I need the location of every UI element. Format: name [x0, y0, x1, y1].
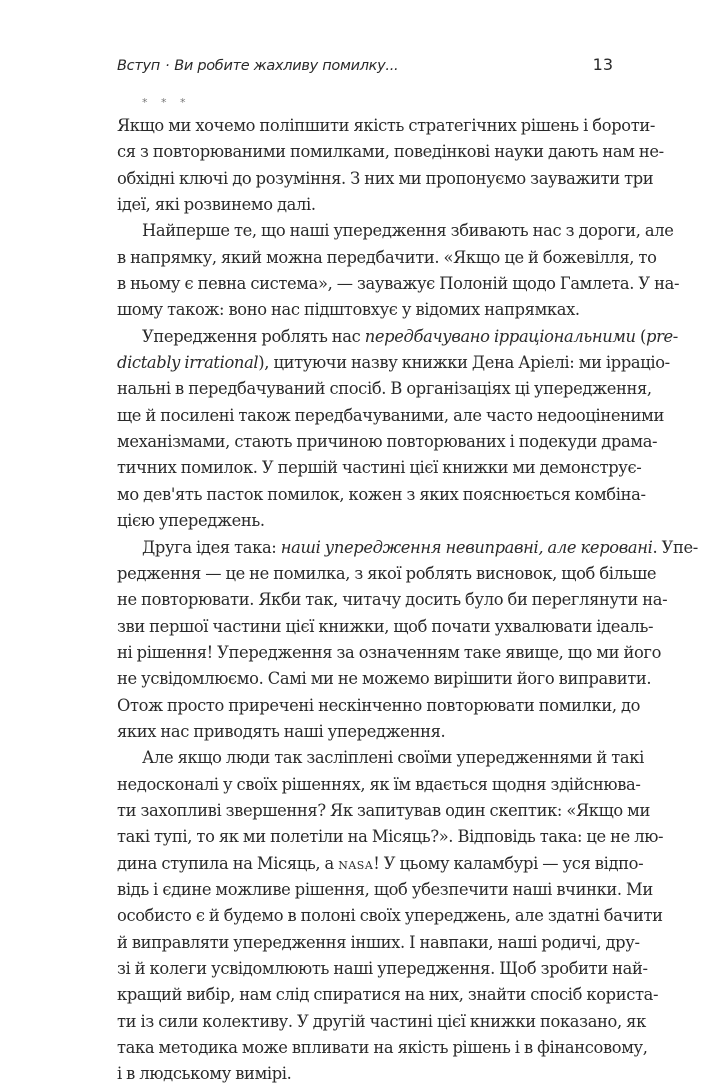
text-run: Але якщо люди так засліплені своїми упередженнями й такі	[142, 748, 644, 768]
paragraph	[117, 218, 680, 323]
text-run: такі тупі, то як ми полетіли на Місяць?». Відповідь така: це не лю-	[117, 827, 664, 847]
text-run: Отож просто приречені нескінченно повторювати помилки, до	[117, 695, 641, 715]
text-line	[117, 587, 668, 613]
text-run: мо дев'ять пасток помилок, кожен з яких пояснюється комбіна-	[117, 484, 646, 504]
paragraph	[117, 745, 664, 1087]
text-line	[117, 166, 654, 192]
text-run: редження — це не помилка, з якої роблять висновок, щоб більше	[117, 563, 657, 583]
text-line	[117, 113, 656, 139]
text-line	[117, 956, 648, 982]
text-run: Найперше те, що наші упередження збивають нас з дороги, але	[142, 221, 674, 241]
text-run: цією упереджень.	[117, 511, 265, 531]
text-line	[117, 719, 613, 745]
text-line	[117, 218, 674, 244]
body-text	[117, 113, 698, 1088]
paragraph	[117, 535, 698, 746]
text-line	[117, 772, 641, 798]
italic-text: pre-	[646, 326, 678, 346]
text-line	[117, 271, 680, 297]
text-line	[117, 403, 664, 429]
text-line	[117, 455, 642, 481]
text-run: Упередження роблять нас	[142, 326, 365, 346]
text-line	[117, 139, 664, 165]
text-line	[117, 614, 654, 640]
text-line	[117, 877, 653, 903]
text-run: відь і єдине можливе рішення, щоб убезпечити наші вчинки. Ми	[117, 879, 653, 899]
text-line	[117, 745, 644, 771]
text-line	[117, 666, 652, 692]
text-run: . Упе-	[652, 537, 698, 557]
text-line	[117, 508, 613, 534]
text-line	[117, 693, 641, 719]
text-line	[117, 535, 698, 561]
text-run: ні рішення! Упередження за означенням таке явище, що ми його	[117, 642, 662, 662]
text-run: і в людському вимірі.	[117, 1064, 292, 1084]
chapter-label: Вступ	[117, 58, 160, 74]
text-run: ! У цьому каламбурі — уся відпо-	[373, 853, 644, 873]
text-line	[117, 350, 670, 376]
text-run: тичних помилок. У першій частині цієї книжки ми демонструє-	[117, 458, 642, 478]
text-line	[117, 930, 640, 956]
running-header	[117, 55, 613, 79]
text-run: в ньому є певна система», — зауважує Полоній щодо Гамлета. У на-	[117, 274, 680, 294]
header-separator: ·	[164, 58, 170, 74]
text-run: не усвідомлюємо. Самі ми не можемо вирішити його виправити.	[117, 669, 652, 689]
text-line	[117, 851, 644, 877]
text-line	[117, 1009, 646, 1035]
italic-text: наші упередження невиправні, але керовані	[280, 537, 653, 557]
section-label: Ви робите жахливу помилку...	[174, 58, 399, 74]
text-run: ти із сили колективу. У другій частині цієї книжки показано, як	[117, 1011, 646, 1031]
text-run: (	[635, 326, 647, 346]
text-run: ти захопливі звершення? Як запитував один скептик: «Якщо ми	[117, 800, 650, 820]
text-run: механізмами, стають причиною повторюваних і подекуди драма-	[117, 432, 658, 452]
paragraph	[117, 113, 664, 218]
text-run: дина ступила на Місяць, а	[117, 853, 339, 873]
text-line	[117, 1035, 648, 1061]
text-run: шому також: воно нас підштовхує у відомих напрямках.	[117, 300, 580, 320]
text-run: така методика може впливати на якість рішень і в фінансовому,	[117, 1038, 648, 1058]
text-line	[117, 798, 650, 824]
text-line	[117, 561, 657, 587]
text-run: ще й посилені також передбачуваними, але часто недооціненими	[117, 405, 664, 425]
text-line	[117, 640, 662, 666]
text-run: зви першої частини цієї книжки, щоб почати ухвалювати ідеаль-	[117, 616, 654, 636]
text-run: недосконалі у своїх рішеннях, як їм вдається щодня здійснюва-	[117, 774, 641, 794]
text-run: ), цитуючи назву книжки Дена Аріелі: ми ірраціо-	[258, 353, 670, 373]
text-line	[117, 376, 652, 402]
text-run: обхідні ключі до розуміння. З них ми пропонуємо зауважити три	[117, 168, 654, 188]
text-line	[117, 324, 678, 350]
running-head-title	[117, 58, 398, 74]
text-run: й виправляти упередження інших. І навпаки, наші родичі, дру-	[117, 932, 640, 952]
text-line	[117, 297, 613, 323]
text-run: не повторювати. Якби так, читачу досить було би переглянути на-	[117, 590, 668, 610]
text-run: Якщо ми хочемо поліпшити якість стратегічних рішень і борoти-	[117, 116, 656, 135]
text-line	[117, 1061, 613, 1087]
text-line	[117, 903, 663, 929]
text-line	[117, 245, 657, 271]
paragraph	[117, 324, 678, 535]
small-caps-text: nasa	[338, 853, 374, 873]
text-line	[117, 429, 658, 455]
text-line	[117, 982, 659, 1008]
text-run: ідеї, які розвинемо далі.	[117, 195, 316, 215]
page-number: 13	[592, 55, 613, 74]
text-run: зі й колеги усвідомлюють наші упередження. Щоб зробити най-	[117, 959, 648, 978]
text-run: яких нас приводять наші упередження.	[117, 721, 446, 741]
text-run: Друга ідея така:	[142, 537, 281, 557]
text-line	[117, 192, 613, 218]
italic-text: передбачувано ірраціональними	[364, 326, 636, 346]
text-run: особисто є й будемо в полоні своїх упереджень, але здатні бачити	[117, 906, 663, 926]
section-break-asterisks: * * *	[142, 96, 191, 109]
text-run: нальні в передбачуваний спосіб. В організаціях ці упередження,	[117, 379, 652, 399]
italic-text: dictably irrational	[117, 353, 259, 373]
text-line	[117, 482, 646, 508]
text-run: ся з повторюваними помилками, поведінкові науки дають нам не-	[117, 142, 664, 162]
text-run: в напрямку, який можна передбачити. «Якщо це й божевілля, то	[117, 247, 657, 267]
text-line	[117, 824, 664, 850]
text-run: кращий вибір, нам слід спиратися на них, знайти спосіб корист	[117, 985, 644, 1005]
text-run: а-	[643, 985, 659, 1005]
